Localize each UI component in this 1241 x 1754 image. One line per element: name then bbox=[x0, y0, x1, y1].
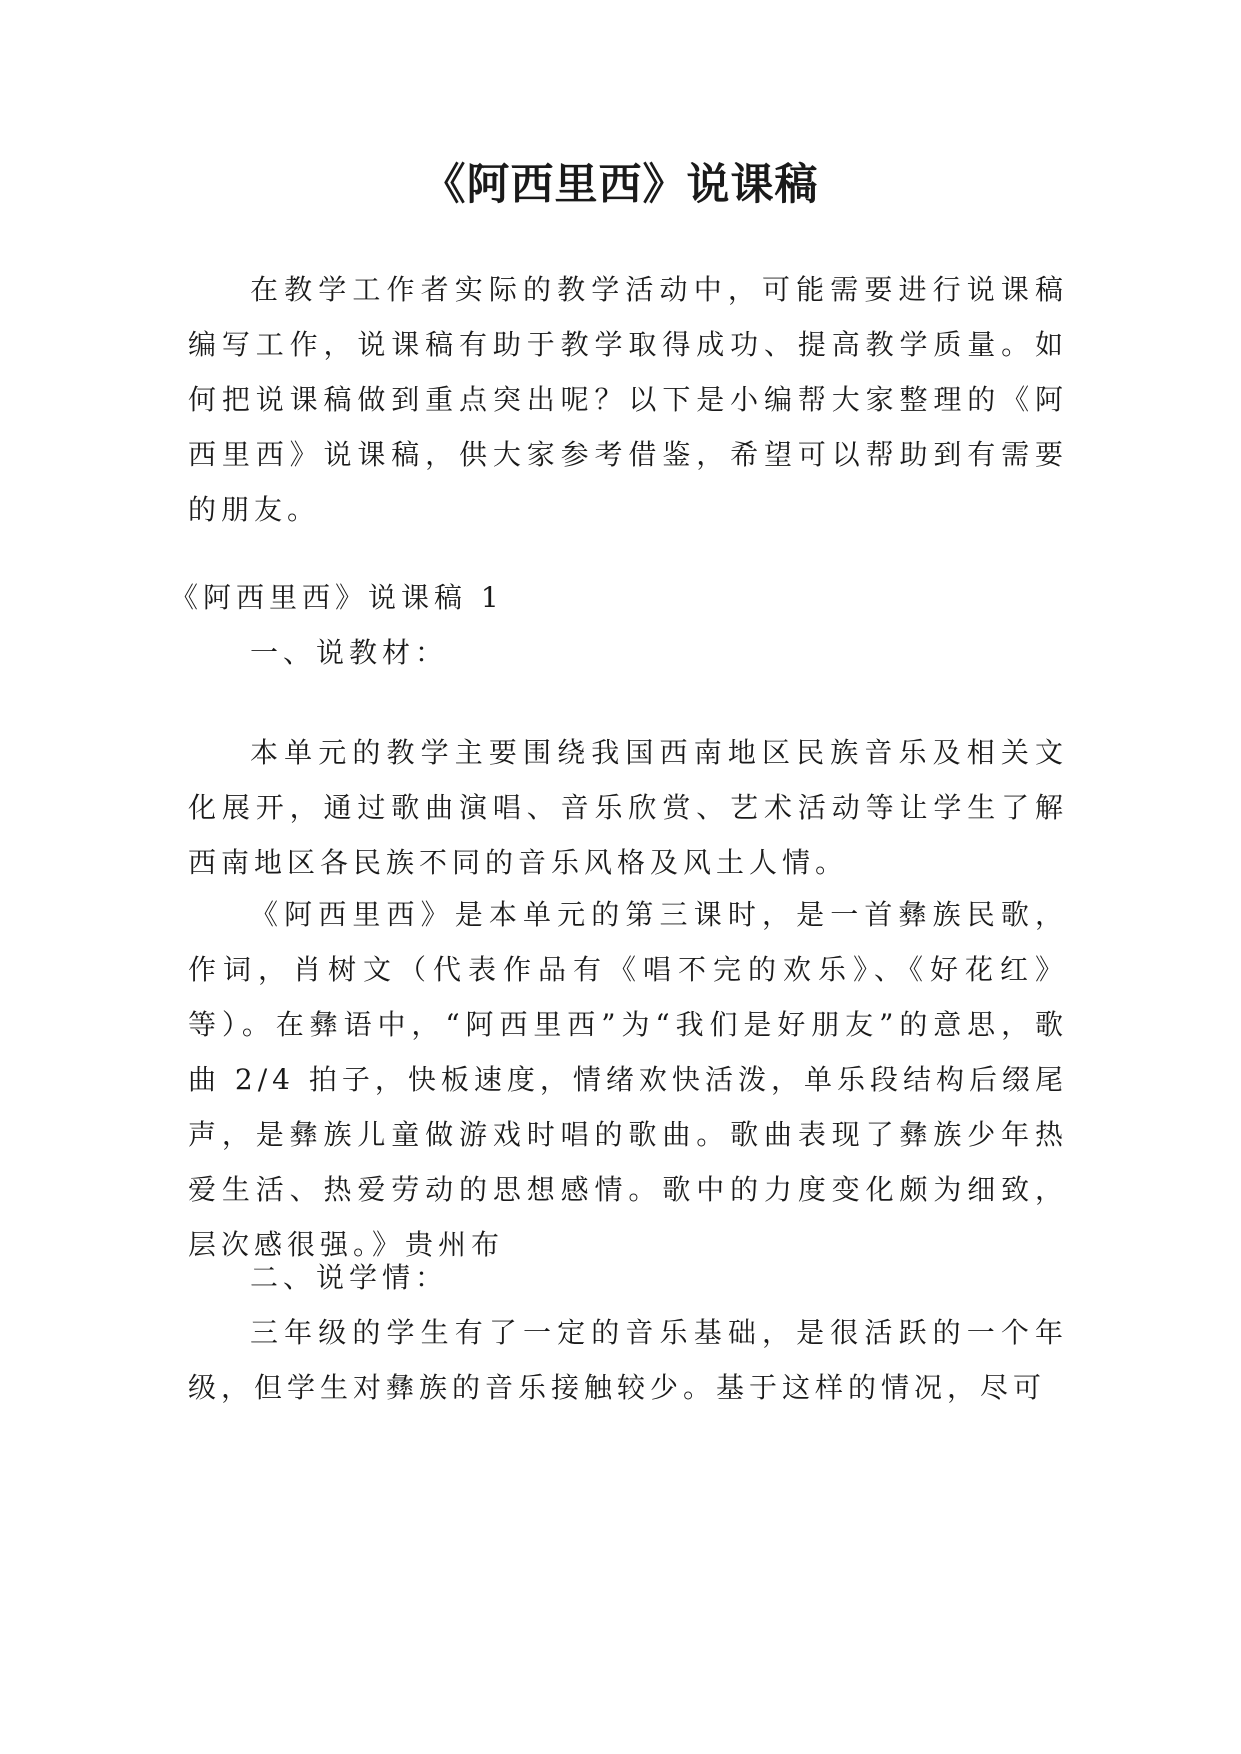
paragraph-unit-overview: 本单元的教学主要围绕我国西南地区民族音乐及相关文化展开，通过歌曲演唱、音乐欣赏、艺术活动等让学生了解西南地区各民族不同的音乐风格及风土人情。 bbox=[188, 736, 1068, 879]
heading-teaching-material: 一、说教材： bbox=[250, 636, 449, 669]
paragraph-song-description: 《阿西里西》是本单元的第三课时，是一首彝族民歌，作词，肖树文（代表作品有《唱不完的欢乐》、《好花红》等）。在彝语中，“阿西里西”为“我们是好朋友”的意思，歌曲 2/4 拍子，快板速度，情绪欢快活泼，单乐段结构后缀尾声，是彝族儿童做游戏时唱的歌曲。歌曲表现了彝族少年热爱生活、热爱劳动的思想感情。歌中的力度变化颇为细致，层次感很强。》贵州布 bbox=[188, 898, 1068, 1261]
heading-student-analysis: 二、说学情： bbox=[250, 1261, 449, 1294]
document-title: 《阿西里西》说课稿 bbox=[422, 160, 819, 210]
section-title: 《阿西里西》说课稿 1 bbox=[170, 581, 504, 614]
paragraph-student-analysis: 三年级的学生有了一定的音乐基础，是很活跃的一个年级，但学生对彝族的音乐接触较少。基于这样的情况，尽可 bbox=[188, 1316, 1068, 1404]
intro-paragraph: 在教学工作者实际的教学活动中，可能需要进行说课稿编写工作，说课稿有助于教学取得成功、提高教学质量。如何把说课稿做到重点突出呢？以下是小编帮大家整理的《阿西里西》说课稿，供大家参考借鉴，希望可以帮助到有需要的朋友。 bbox=[188, 273, 1068, 526]
